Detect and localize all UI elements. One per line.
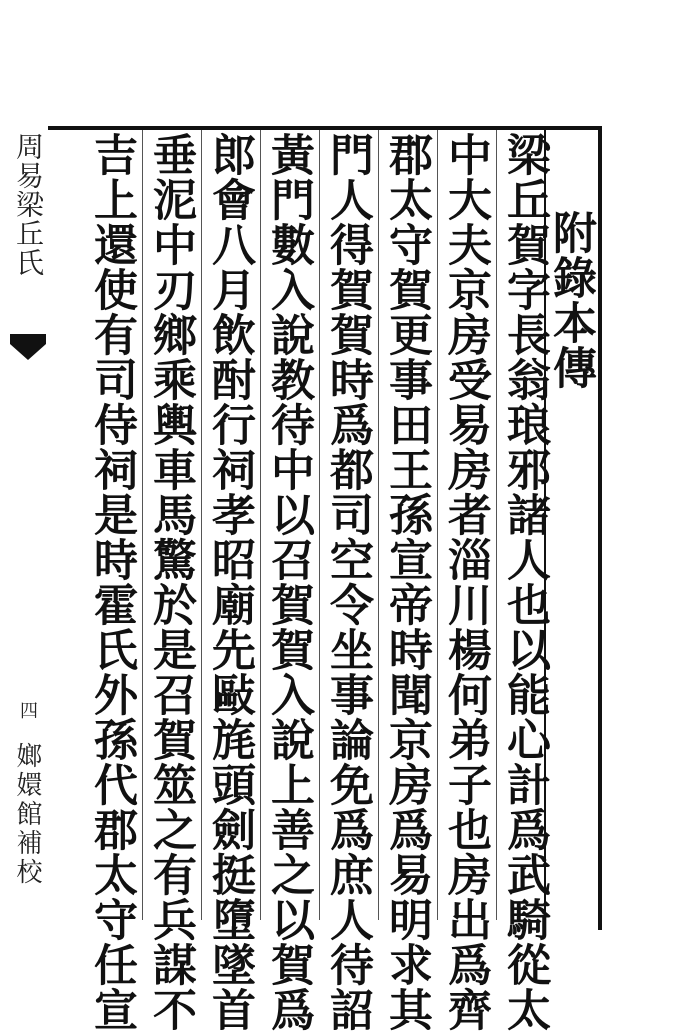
- text-column-8: 吉上還使有司侍祠是時霍氏外孫代郡太守任宣: [86, 132, 137, 1032]
- text-column-4: 門人得賀賀時爲都司空令坐事論免爲庶人待詔: [322, 132, 373, 1032]
- section-title: 附錄本傳: [545, 210, 596, 390]
- column-rule: [378, 130, 379, 920]
- fish-tail-mark-icon: [8, 332, 48, 362]
- column-rule: [260, 130, 261, 920]
- column-rule: [437, 130, 438, 920]
- margin-book-title: 周易梁丘氏: [12, 132, 45, 277]
- column-rule: [142, 130, 143, 920]
- text-column-2: 中大夫京房受易房者淄川楊何弟子也房出爲齊: [440, 132, 491, 1032]
- text-column-6: 郎會八月飲酎行祠孝昭廟先敺旄頭劍挺墮墜首: [204, 132, 255, 1032]
- margin-publisher: 嫏嬛館補校: [12, 742, 42, 887]
- text-column-1: 梁丘賀字長翁琅邪諸人也以能心計爲武騎從太: [499, 132, 550, 1032]
- margin-column: [8, 132, 48, 932]
- text-column-7: 垂泥中刃鄉乘輿車馬驚於是召賀筮之有兵謀不: [145, 132, 196, 1032]
- text-column-3: 郡太守賀更事田王孫宣帝時聞京房爲易明求其: [381, 132, 432, 1032]
- column-rule: [201, 130, 202, 920]
- text-column-5: 黃門數入說教待中以召賀賀入說上善之以賀爲: [263, 132, 314, 1032]
- column-rule: [319, 130, 320, 920]
- column-rule: [496, 130, 497, 920]
- margin-page-number: 四: [20, 701, 38, 722]
